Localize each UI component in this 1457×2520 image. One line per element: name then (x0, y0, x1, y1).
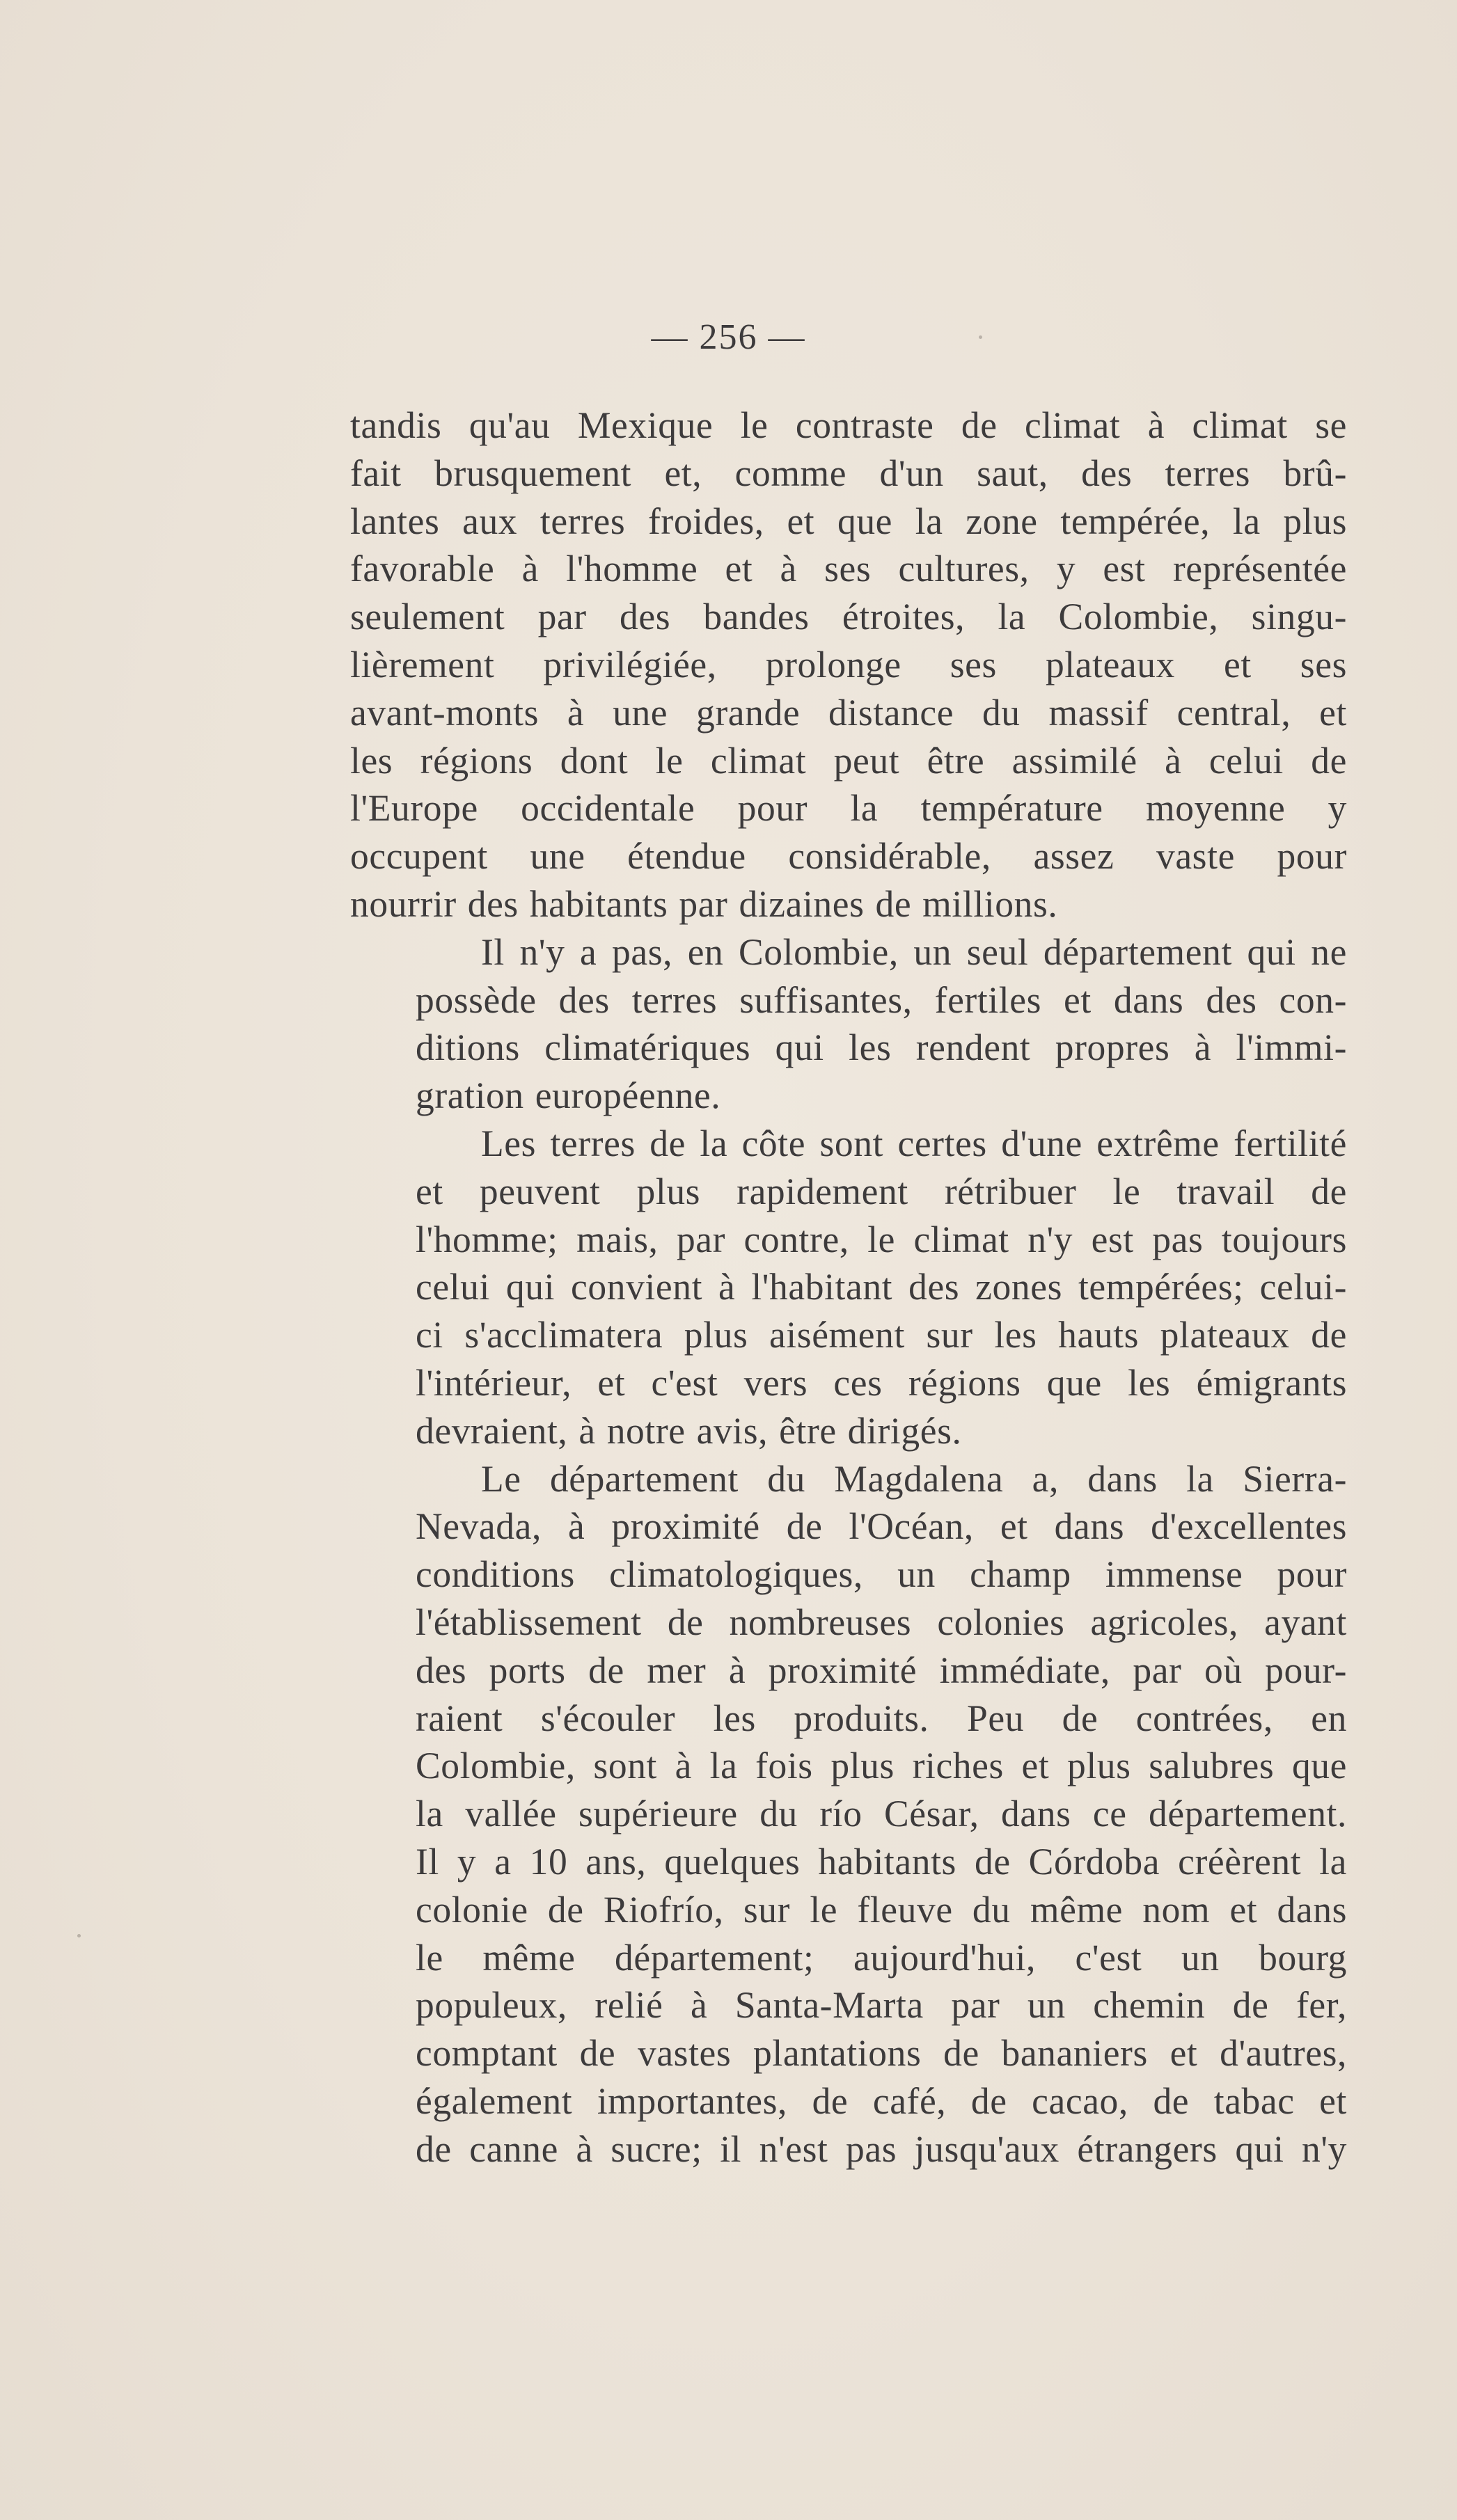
paper-speck (979, 335, 982, 339)
text-line: nourrir des habitants par dizaines de millions. (350, 882, 1058, 925)
text-line: des ports de mer à proximité immédiate, par où pour- (416, 1649, 1347, 1691)
text-line: devraient, à notre avis, être dirigés. (416, 1409, 962, 1452)
page-number: — 256 — (651, 317, 806, 357)
text-line: comptant de vastes plantations de bananiers et d'autres, (416, 2032, 1347, 2075)
text-line: le même département; aujourd'hui, c'est un bourg (416, 1936, 1347, 1979)
paragraph-4 (350, 1455, 1347, 2173)
body-text (350, 402, 1347, 2173)
paragraph-3 (350, 1120, 1347, 1455)
text-line: tandis qu'au Mexique le contraste de climat à climat se (350, 404, 1347, 446)
text-line: Colombie, sont à la fois plus riches et plus salubres que (416, 1745, 1347, 1787)
paper-speck (77, 1934, 81, 1937)
text-line: Le département du Magdalena a, dans la Sierra- (481, 1457, 1347, 1500)
text-line: fait brusquement et, comme d'un saut, des terres brû- (350, 452, 1347, 494)
text-line: Il y a 10 ans, quelques habitants de Córdoba créèrent la (416, 1840, 1347, 1883)
text-line: les régions dont le climat peut être assimilé à celui de (350, 739, 1347, 782)
text-line: l'établissement de nombreuses colonies agricoles, ayant (416, 1601, 1347, 1643)
text-line: la vallée supérieure du río César, dans ce département. (416, 1793, 1347, 1835)
text-line: possède des terres suffisantes, fertiles et dans des con- (416, 978, 1347, 1021)
text-line: Nevada, à proximité de l'Océan, et dans d'excellentes (416, 1505, 1347, 1548)
text-line: celui qui convient à l'habitant des zones tempérées; celui- (416, 1266, 1347, 1308)
text-line: également importantes, de café, de cacao, de tabac et (416, 2079, 1347, 2122)
text-line: seulement par des bandes étroites, la Colombie, singu- (350, 596, 1347, 638)
text-line: gration européenne. (416, 1075, 721, 1117)
text-line: populeux, relié à Santa-Marta par un chemin de fer, (416, 1984, 1347, 2027)
text-line: et peuvent plus rapidement rétribuer le travail de (416, 1170, 1347, 1212)
text-line: lièrement privilégiée, prolonge ses plateaux et ses (350, 643, 1347, 686)
text-line: Il n'y a pas, en Colombie, un seul département qui ne (481, 930, 1347, 973)
text-line: favorable à l'homme et à ses cultures, y est représentée (350, 548, 1347, 590)
text-line: colonie de Riofrío, sur le fleuve du même nom et dans (416, 1888, 1347, 1931)
text-line: ci s'acclimatera plus aisément sur les hauts plateaux de (416, 1314, 1347, 1356)
text-line: raient s'écouler les produits. Peu de contrées, en (416, 1697, 1347, 1739)
text-line: Les terres de la côte sont certes d'une extrême fertilité (481, 1122, 1347, 1164)
text-line: conditions climatologiques, un champ immense pour (416, 1553, 1347, 1596)
text-line: l'Europe occidentale pour la température moyenne y (350, 787, 1347, 830)
text-line: lantes aux terres froides, et que la zone tempérée, la plus (350, 500, 1347, 542)
text-line: de canne à sucre; il n'est pas jusqu'aux étrangers qui n'y (416, 2127, 1347, 2170)
text-line: l'intérieur, et c'est vers ces régions que les émigrants (416, 1361, 1347, 1404)
text-line: ditions climatériques qui les rendent propres à l'immi- (416, 1027, 1347, 1069)
paragraph-2 (350, 928, 1347, 1120)
text-line: avant-monts à une grande distance du massif central, et (350, 691, 1347, 734)
text-line: occupent une étendue considérable, assez vaste pour (350, 835, 1347, 878)
paragraph-1 (350, 402, 1347, 928)
text-line: l'homme; mais, par contre, le climat n'y est pas toujours (416, 1218, 1347, 1260)
